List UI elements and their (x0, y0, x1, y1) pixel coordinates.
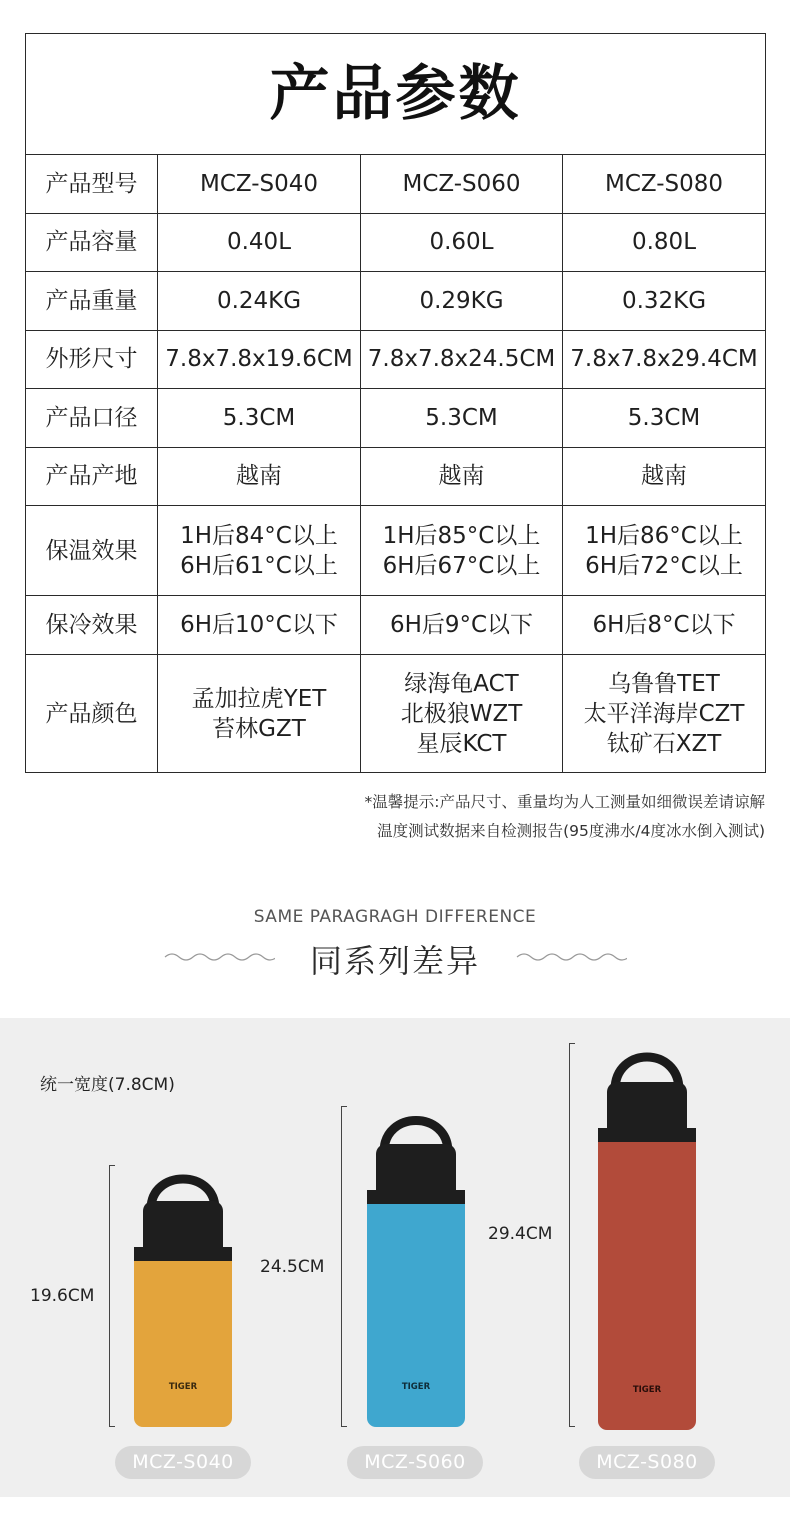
spec-cell-line: 1H后86°C以上 (585, 522, 743, 549)
spec-cell (361, 655, 563, 773)
spec-cell-line: MCZ-S040 (199, 170, 319, 197)
spec-row-label: 产品产地 (26, 447, 158, 506)
spec-row (26, 506, 766, 596)
spec-cell (158, 447, 361, 506)
spec-row (26, 213, 766, 272)
spec-cell-line: 1H后85°C以上 (382, 522, 541, 549)
spec-cell (563, 596, 766, 655)
spec-cell (563, 447, 766, 506)
spec-cell (563, 330, 766, 389)
spec-cell (158, 155, 361, 214)
height-dimension-line (569, 1043, 575, 1427)
spec-cell (361, 330, 563, 389)
spec-cell-line: 绿海龟ACT (404, 670, 519, 697)
spec-cell (158, 596, 361, 655)
spec-cell-line: 越南 (438, 463, 485, 490)
spec-cell-line: 孟加拉虎YET (191, 685, 327, 712)
spec-cell (158, 330, 361, 389)
spec-cell (361, 272, 563, 331)
spec-row-label: 产品口径 (26, 389, 158, 448)
bottle-body (134, 1247, 232, 1427)
spec-cell-line: 6H后61°C以上 (180, 552, 338, 579)
spec-cell-line: 6H后8°C以下 (592, 612, 736, 638)
spec-cell-line: 0.29KG (419, 287, 504, 314)
note-line: 温度测试数据来自检测报告(95度沸水/4度冰水倒入测试) (377, 822, 765, 840)
model-pill: MCZ-S080 (579, 1446, 715, 1479)
spec-cell-line: 1H后84°C以上 (180, 522, 338, 549)
spec-notes (365, 788, 765, 846)
model-pill: MCZ-S060 (347, 1446, 483, 1479)
spec-cell-line: 0.80L (631, 229, 697, 256)
wave-divider-icon (163, 950, 275, 964)
spec-cell (361, 596, 563, 655)
spec-cell-line: MCZ-S080 (604, 170, 724, 197)
spec-cell-line: MCZ-S060 (402, 170, 521, 197)
spec-cell-line: 7.8x7.8x19.6CM (165, 346, 353, 373)
spec-cell (361, 155, 563, 214)
section-title-cn: 同系列差异 (309, 942, 480, 980)
spec-row (26, 272, 766, 331)
spec-row-label: 保冷效果 (26, 596, 158, 655)
spec-row (26, 447, 766, 506)
spec-cell-line: 越南 (236, 463, 282, 490)
spec-cell (158, 213, 361, 272)
spec-cell (361, 447, 563, 506)
model-pill: MCZ-S040 (115, 1446, 251, 1479)
spec-cell-line: 7.8x7.8x24.5CM (367, 346, 556, 373)
bottle-s040-image (133, 1163, 233, 1429)
bottle-s060-image (366, 1104, 466, 1429)
spec-cell-line: 苔林GZT (212, 715, 306, 742)
spec-cell-line: 北极狼WZT (400, 700, 523, 727)
wave-divider-icon (515, 950, 627, 964)
spec-cell-line: 6H后10°C以下 (180, 612, 338, 638)
tiger-logo-icon: TIGER (632, 1385, 662, 1395)
spec-cell-line: 0.60L (429, 229, 494, 256)
spec-title: 产品参数 (26, 34, 766, 155)
spec-cell-line: 0.24KG (216, 287, 302, 314)
spec-cell (563, 655, 766, 773)
tiger-logo-icon: TIGER (401, 1382, 431, 1392)
spec-cell-line: 5.3CM (425, 404, 498, 431)
height-label: 19.6CM (30, 1286, 95, 1306)
height-label: 24.5CM (260, 1257, 325, 1277)
spec-cell-line: 6H后67°C以上 (382, 552, 541, 579)
spec-cell (158, 506, 361, 596)
spec-row-label: 产品型号 (26, 155, 158, 214)
spec-cell-line: 7.8x7.8x29.4CM (570, 346, 758, 373)
height-label: 29.4CM (488, 1224, 553, 1244)
spec-cell-line: 太平洋海岸CZT (583, 700, 745, 727)
spec-cell-line: 0.32KG (621, 287, 707, 314)
spec-row (26, 155, 766, 214)
spec-row-label: 外形尺寸 (26, 330, 158, 389)
spec-cell (563, 506, 766, 596)
spec-table (25, 33, 766, 773)
spec-cell-line: 星辰KCT (416, 730, 507, 757)
spec-cell (563, 389, 766, 448)
spec-cell-line: 5.3CM (222, 404, 296, 431)
spec-row (26, 655, 766, 773)
spec-row-label: 产品重量 (26, 272, 158, 331)
spec-cell-line: 钛矿石XZT (606, 730, 722, 757)
spec-cell (158, 655, 361, 773)
width-note: 统一宽度(7.8CM) (40, 1075, 175, 1095)
spec-cell (563, 213, 766, 272)
spec-cell (361, 506, 563, 596)
spec-cell-line: 0.40L (226, 229, 292, 256)
spec-cell-line: 6H后72°C以上 (585, 552, 743, 579)
spec-cell-line: 越南 (641, 463, 687, 490)
note-line: *温馨提示:产品尺寸、重量均为人工测量如细微误差请谅解 (364, 793, 765, 811)
spec-cell (158, 272, 361, 331)
spec-cell-line: 5.3CM (627, 404, 701, 431)
spec-cell (361, 213, 563, 272)
spec-cell-line: 6H后9°C以下 (389, 612, 534, 638)
spec-row (26, 330, 766, 389)
spec-cell-line: 乌鲁鲁TET (608, 670, 720, 697)
spec-row (26, 389, 766, 448)
spec-row-label: 产品颜色 (26, 655, 158, 773)
spec-cell (158, 389, 361, 448)
spec-row (26, 596, 766, 655)
height-dimension-line (109, 1165, 115, 1427)
section-title-en: SAME PARAGRAGH DIFFERENCE (253, 907, 537, 927)
bottle-s080-image (597, 1042, 697, 1432)
spec-cell (361, 389, 563, 448)
spec-body (26, 155, 766, 773)
height-dimension-line (341, 1106, 347, 1427)
spec-cell (563, 272, 766, 331)
spec-row-label: 保温效果 (26, 506, 158, 596)
spec-cell (563, 155, 766, 214)
tiger-logo-icon: TIGER (168, 1382, 198, 1392)
spec-row-label: 产品容量 (26, 213, 158, 272)
